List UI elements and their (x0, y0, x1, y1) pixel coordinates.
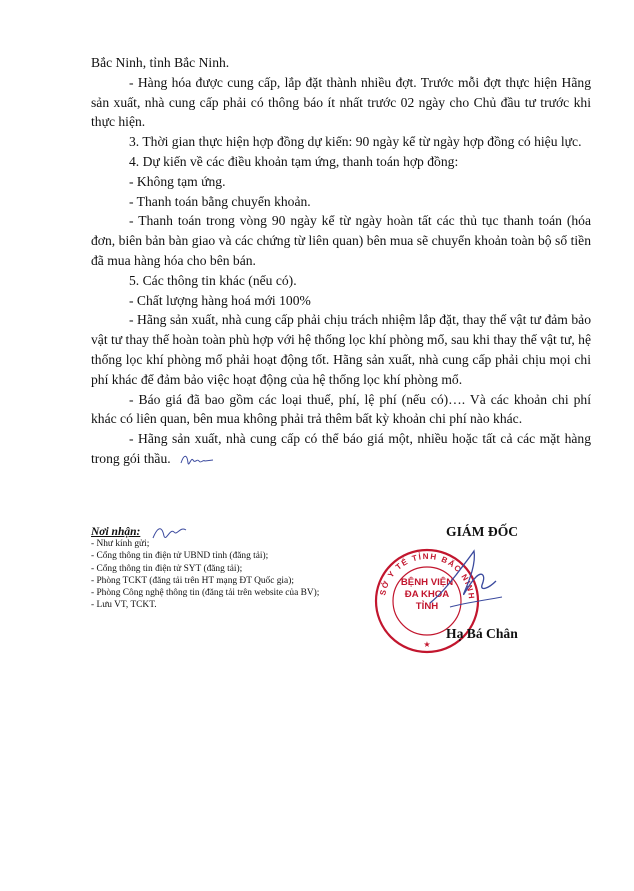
svg-text:★: ★ (423, 640, 431, 649)
paragraph: 3. Thời gian thực hiện hợp đồng dự kiến: 90 ngày kể từ ngày hợp đồng có hiệu lực. (129, 134, 582, 150)
signer-name: Hạ Bá Chân (446, 626, 518, 641)
paragraph: Bắc Ninh, tỉnh Bắc Ninh. (91, 55, 230, 70)
paragraph-with-initial (91, 429, 591, 469)
recipient-item: - Như kính gửi; (91, 539, 150, 549)
paragraph: - Không tạm ứng. (129, 173, 226, 189)
paragraph: - Thanh toán bằng chuyển khoản. (129, 193, 311, 209)
stamp-line: BỆNH VIỆN (400, 577, 454, 588)
position-title: GIÁM ĐỐC (446, 524, 519, 539)
paragraph-text: - Hãng sản xuất, nhà cung cấp có thể báo giá một, nhiều hoặc tất cả các mặt hàng trong gói thầu. (91, 431, 591, 466)
svg-text:SỞ Y TẾ TỈNH BẮC NINH: SỞ Y TẾ TỈNH BẮC NINH (378, 551, 477, 601)
paragraph: - Hàng hóa được cung cấp, lắp đặt thành nhiều đợt. Trước mỗi đợt thực hiện Hãng sản xuất, nhà cung cấp phải có thông báo ít nhất trước 02 ngày cho Chủ đầu tư trước khi thực hiện. (91, 74, 591, 130)
paragraph: 5. Các thông tin khác (nếu có). (129, 272, 297, 288)
initial-signature-mark (179, 451, 215, 469)
paragraph: 4. Dự kiến về các điều khoản tạm ứng, thanh toán hợp đồng: (129, 153, 459, 169)
paragraph: - Thanh toán trong vòng 90 ngày kể từ ngày hoàn tất các thủ tục thanh toán (hóa đơn, biên bản bàn giao và các chứng từ liên quan) bên mua sẽ chuyển khoản toàn bộ số tiền đã mua hàng hóa cho bên bán. (91, 213, 591, 268)
recipient-item: - Phòng Công nghệ thông tin (đăng tải trên website của BV); (91, 588, 320, 599)
paragraph: - Hãng sản xuất, nhà cung cấp phải chịu trách nhiệm lắp đặt, thay thế vật tư đảm bảo vật tư thay thế hoàn toàn phù hợp với hệ thống lọc khí phòng mổ, sau khi thay thế vật tư, hệ thống lọc khí phòng mổ phải hoạt động tốt. Hãng sản xuất, nhà cung cấp phải chịu mọi chi phí khác để đảm bảo việc hoạt động của hệ thống lọc khí phòng mổ. (91, 312, 591, 387)
stamp-line: TỈNH (415, 601, 439, 612)
recipient-item: - Cổng thông tin điện tử UBND tỉnh (đăng tải); (91, 551, 269, 562)
recipients-list (91, 538, 391, 612)
recipients-block (91, 526, 391, 612)
stamp-line: ĐA KHOA (404, 589, 450, 600)
recipients-title: Nơi nhận: (91, 526, 141, 538)
paragraph: - Chất lượng hàng hoá mới 100% (129, 292, 311, 308)
paragraph: - Báo giá đã bao gồm các loại thuế, phí, lệ phí (nếu có)…. Và các khoản chi phí khác có liên quan, bên mua không phải trả thêm bất kỳ khoản chi phí nào khác. (91, 391, 591, 427)
recipient-item: - Lưu VT, TCKT. (91, 600, 157, 611)
recipient-item: - Phòng TCKT (đăng tải trên HT mạng ĐT Quốc gia); (91, 575, 294, 586)
director-signature (410, 545, 510, 615)
recipient-item: - Cổng thông tin điện tử SYT (đăng tải); (91, 563, 243, 574)
document-body (91, 53, 591, 469)
